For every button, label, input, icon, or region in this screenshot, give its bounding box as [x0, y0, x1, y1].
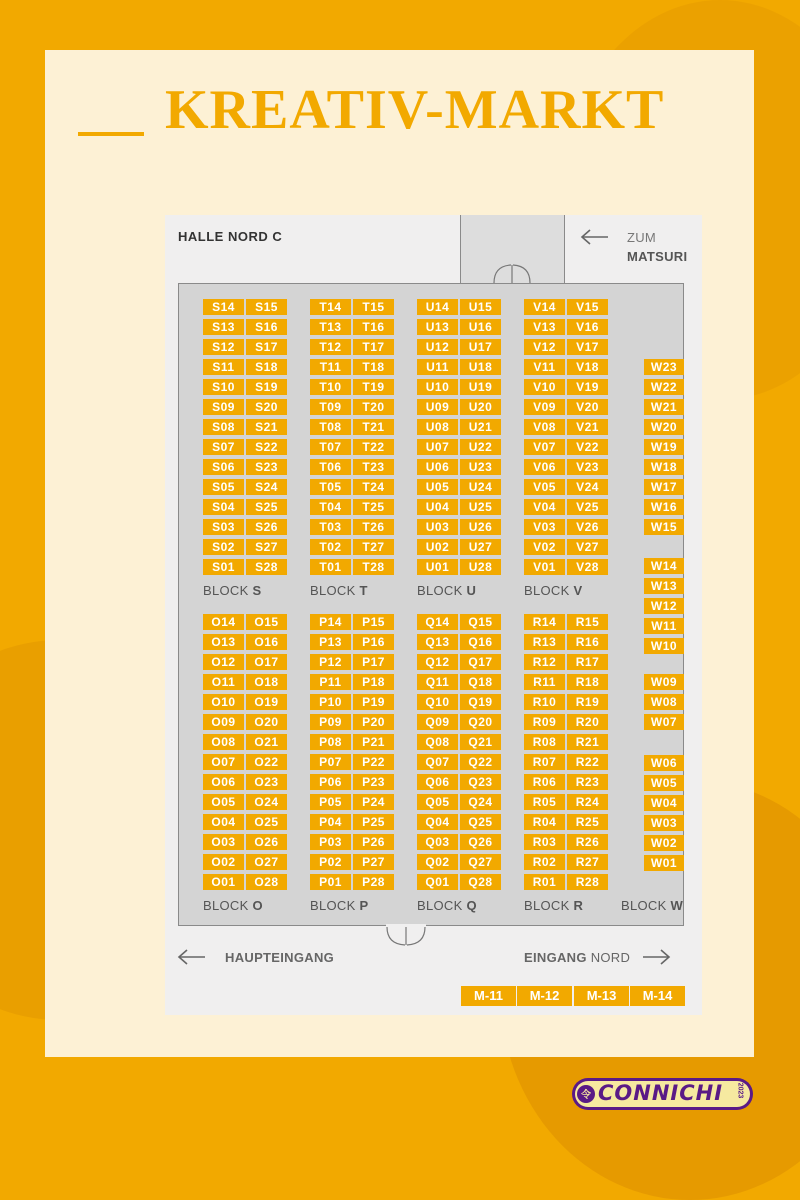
stall-u14[interactable]: U14 — [417, 299, 458, 315]
stall-s28[interactable]: S28 — [246, 559, 287, 575]
stall-w19[interactable]: W19 — [644, 439, 684, 455]
stall-t25[interactable]: T25 — [353, 499, 394, 515]
matsuri-label-line2: MATSURI — [627, 249, 688, 264]
stall-u19[interactable]: U19 — [460, 379, 501, 395]
stall-v22[interactable]: V22 — [567, 439, 608, 455]
stall-t16[interactable]: T16 — [353, 319, 394, 335]
stall-p07[interactable]: P07 — [310, 754, 351, 770]
stall-w07[interactable]: W07 — [644, 714, 684, 730]
stall-r14[interactable]: R14 — [524, 614, 565, 630]
stall-s14[interactable]: S14 — [203, 299, 244, 315]
stall-p16[interactable]: P16 — [353, 634, 394, 650]
stall-w15[interactable]: W15 — [644, 519, 684, 535]
stall-w02[interactable]: W02 — [644, 835, 684, 851]
block-label-w: BLOCK W — [621, 898, 684, 913]
stall-v05[interactable]: V05 — [524, 479, 565, 495]
stall-s23[interactable]: S23 — [246, 459, 287, 475]
stall-u06[interactable]: U06 — [417, 459, 458, 475]
stall-v06[interactable]: V06 — [524, 459, 565, 475]
stall-s04[interactable]: S04 — [203, 499, 244, 515]
stall-q28[interactable]: Q28 — [460, 874, 501, 890]
stall-v15[interactable]: V15 — [567, 299, 608, 315]
stall-p20[interactable]: P20 — [353, 714, 394, 730]
stall-s26[interactable]: S26 — [246, 519, 287, 535]
stall-q19[interactable]: Q19 — [460, 694, 501, 710]
stall-t28[interactable]: T28 — [353, 559, 394, 575]
stall-q18[interactable]: Q18 — [460, 674, 501, 690]
stall-s08[interactable]: S08 — [203, 419, 244, 435]
stall-q23[interactable]: Q23 — [460, 774, 501, 790]
block-label-v: BLOCK V — [524, 583, 583, 598]
block-label-o: BLOCK O — [203, 898, 263, 913]
stall-p15[interactable]: P15 — [353, 614, 394, 630]
stall-t27[interactable]: T27 — [353, 539, 394, 555]
arrow-right-icon — [641, 948, 671, 966]
north-entrance-label — [524, 950, 630, 965]
north-entrance-word-nord: NORD — [590, 950, 631, 965]
stall-s19[interactable]: S19 — [246, 379, 287, 395]
connichi-logo — [570, 1075, 755, 1113]
stall-w04[interactable]: W04 — [644, 795, 684, 811]
stall-p24[interactable]: P24 — [353, 794, 394, 810]
stall-w20[interactable]: W20 — [644, 419, 684, 435]
stall-s10[interactable]: S10 — [203, 379, 244, 395]
stall-r11[interactable]: R11 — [524, 674, 565, 690]
stall-q12[interactable]: Q12 — [417, 654, 458, 670]
stall-v02[interactable]: V02 — [524, 539, 565, 555]
stall-s09[interactable]: S09 — [203, 399, 244, 415]
stall-u01[interactable]: U01 — [417, 559, 458, 575]
stall-p08[interactable]: P08 — [310, 734, 351, 750]
stall-p17[interactable]: P17 — [353, 654, 394, 670]
stall-o21[interactable]: O21 — [246, 734, 287, 750]
stall-o16[interactable]: O16 — [246, 634, 287, 650]
double-door-icon — [491, 262, 533, 284]
stall-u02[interactable]: U02 — [417, 539, 458, 555]
logo-year: 2023 — [736, 1082, 744, 1099]
stall-o26[interactable]: O26 — [246, 834, 287, 850]
stall-q22[interactable]: Q22 — [460, 754, 501, 770]
stall-p09[interactable]: P09 — [310, 714, 351, 730]
stall-t22[interactable]: T22 — [353, 439, 394, 455]
stall-o13[interactable]: O13 — [203, 634, 244, 650]
stall-u17[interactable]: U17 — [460, 339, 501, 355]
stall-r17[interactable]: R17 — [567, 654, 608, 670]
stall-t03[interactable]: T03 — [310, 519, 351, 535]
stall-q17[interactable]: Q17 — [460, 654, 501, 670]
stall-u13[interactable]: U13 — [417, 319, 458, 335]
block-label-s: BLOCK S — [203, 583, 262, 598]
stall-s18[interactable]: S18 — [246, 359, 287, 375]
stall-p27[interactable]: P27 — [353, 854, 394, 870]
stall-o11[interactable]: O11 — [203, 674, 244, 690]
stall-w05[interactable]: W05 — [644, 775, 684, 791]
block-label-t: BLOCK T — [310, 583, 368, 598]
stall-u16[interactable]: U16 — [460, 319, 501, 335]
stall-r20[interactable]: R20 — [567, 714, 608, 730]
stall-u22[interactable]: U22 — [460, 439, 501, 455]
stall-o04[interactable]: O04 — [203, 814, 244, 830]
stall-u08[interactable]: U08 — [417, 419, 458, 435]
stall-v03[interactable]: V03 — [524, 519, 565, 535]
stall-t23[interactable]: T23 — [353, 459, 394, 475]
stall-v24[interactable]: V24 — [567, 479, 608, 495]
block-label-p: BLOCK P — [310, 898, 369, 913]
stall-s07[interactable]: S07 — [203, 439, 244, 455]
stall-r10[interactable]: R10 — [524, 694, 565, 710]
m-stall[interactable]: M-14 — [630, 986, 685, 1006]
stall-q13[interactable]: Q13 — [417, 634, 458, 650]
stall-u12[interactable]: U12 — [417, 339, 458, 355]
stall-p01[interactable]: P01 — [310, 874, 351, 890]
stall-t17[interactable]: T17 — [353, 339, 394, 355]
m-stall[interactable]: M-12 — [517, 986, 572, 1006]
stall-o27[interactable]: O27 — [246, 854, 287, 870]
stall-u07[interactable]: U07 — [417, 439, 458, 455]
stall-p28[interactable]: P28 — [353, 874, 394, 890]
stall-t26[interactable]: T26 — [353, 519, 394, 535]
stall-p22[interactable]: P22 — [353, 754, 394, 770]
stall-r13[interactable]: R13 — [524, 634, 565, 650]
stall-v01[interactable]: V01 — [524, 559, 565, 575]
stall-q14[interactable]: Q14 — [417, 614, 458, 630]
stall-q03[interactable]: Q03 — [417, 834, 458, 850]
stall-r07[interactable]: R07 — [524, 754, 565, 770]
stall-w17[interactable]: W17 — [644, 479, 684, 495]
stall-v07[interactable]: V07 — [524, 439, 565, 455]
stall-w03[interactable]: W03 — [644, 815, 684, 831]
stall-v08[interactable]: V08 — [524, 419, 565, 435]
stall-v26[interactable]: V26 — [567, 519, 608, 535]
logo-small-glyph: 令 — [581, 1090, 591, 1101]
stall-q06[interactable]: Q06 — [417, 774, 458, 790]
stall-o09[interactable]: O09 — [203, 714, 244, 730]
stall-v20[interactable]: V20 — [567, 399, 608, 415]
stall-v04[interactable]: V04 — [524, 499, 565, 515]
stall-q10[interactable]: Q10 — [417, 694, 458, 710]
stall-o06[interactable]: O06 — [203, 774, 244, 790]
stall-t06[interactable]: T06 — [310, 459, 351, 475]
stall-t20[interactable]: T20 — [353, 399, 394, 415]
stall-p14[interactable]: P14 — [310, 614, 351, 630]
stall-p11[interactable]: P11 — [310, 674, 351, 690]
logo-wordmark: CONNICHI — [598, 1081, 724, 1105]
stall-t08[interactable]: T08 — [310, 419, 351, 435]
stall-o01[interactable]: O01 — [203, 874, 244, 890]
stall-w18[interactable]: W18 — [644, 459, 684, 475]
stall-w21[interactable]: W21 — [644, 399, 684, 415]
stall-s12[interactable]: S12 — [203, 339, 244, 355]
stall-o05[interactable]: O05 — [203, 794, 244, 810]
stall-w23[interactable]: W23 — [644, 359, 684, 375]
stall-q09[interactable]: Q09 — [417, 714, 458, 730]
stall-r03[interactable]: R03 — [524, 834, 565, 850]
stall-v17[interactable]: V17 — [567, 339, 608, 355]
stall-t07[interactable]: T07 — [310, 439, 351, 455]
stall-u21[interactable]: U21 — [460, 419, 501, 435]
stall-r15[interactable]: R15 — [567, 614, 608, 630]
stall-w09[interactable]: W09 — [644, 674, 684, 690]
stall-v14[interactable]: V14 — [524, 299, 565, 315]
double-door-icon — [385, 926, 427, 946]
stall-r08[interactable]: R08 — [524, 734, 565, 750]
stall-u20[interactable]: U20 — [460, 399, 501, 415]
stall-o18[interactable]: O18 — [246, 674, 287, 690]
stall-o10[interactable]: O10 — [203, 694, 244, 710]
stall-w11[interactable]: W11 — [644, 618, 684, 634]
stall-p25[interactable]: P25 — [353, 814, 394, 830]
title-dash — [78, 132, 144, 136]
stall-w08[interactable]: W08 — [644, 694, 684, 710]
stall-p13[interactable]: P13 — [310, 634, 351, 650]
stall-s16[interactable]: S16 — [246, 319, 287, 335]
stall-p21[interactable]: P21 — [353, 734, 394, 750]
stall-t24[interactable]: T24 — [353, 479, 394, 495]
stall-u23[interactable]: U23 — [460, 459, 501, 475]
stall-v13[interactable]: V13 — [524, 319, 565, 335]
stall-q26[interactable]: Q26 — [460, 834, 501, 850]
stall-q20[interactable]: Q20 — [460, 714, 501, 730]
stall-p23[interactable]: P23 — [353, 774, 394, 790]
stall-s27[interactable]: S27 — [246, 539, 287, 555]
stall-t01[interactable]: T01 — [310, 559, 351, 575]
stall-q04[interactable]: Q04 — [417, 814, 458, 830]
stall-o19[interactable]: O19 — [246, 694, 287, 710]
stall-s11[interactable]: S11 — [203, 359, 244, 375]
stall-r19[interactable]: R19 — [567, 694, 608, 710]
stall-p19[interactable]: P19 — [353, 694, 394, 710]
stall-u11[interactable]: U11 — [417, 359, 458, 375]
block-label-u: BLOCK U — [417, 583, 477, 598]
stall-p03[interactable]: P03 — [310, 834, 351, 850]
stall-t04[interactable]: T04 — [310, 499, 351, 515]
arrow-left-icon — [177, 948, 207, 966]
page-title: KREATIV-MARKT — [165, 79, 665, 141]
stall-v16[interactable]: V16 — [567, 319, 608, 335]
stall-t18[interactable]: T18 — [353, 359, 394, 375]
stall-r28[interactable]: R28 — [567, 874, 608, 890]
stall-w06[interactable]: W06 — [644, 755, 684, 771]
arrow-left-icon — [580, 228, 610, 246]
stall-r04[interactable]: R04 — [524, 814, 565, 830]
stall-v19[interactable]: V19 — [567, 379, 608, 395]
stall-u26[interactable]: U26 — [460, 519, 501, 535]
stall-t05[interactable]: T05 — [310, 479, 351, 495]
stall-p18[interactable]: P18 — [353, 674, 394, 690]
block-label-q: BLOCK Q — [417, 898, 477, 913]
stall-o02[interactable]: O02 — [203, 854, 244, 870]
stall-u04[interactable]: U04 — [417, 499, 458, 515]
stall-s24[interactable]: S24 — [246, 479, 287, 495]
stall-q21[interactable]: Q21 — [460, 734, 501, 750]
stall-o14[interactable]: O14 — [203, 614, 244, 630]
stall-s02[interactable]: S02 — [203, 539, 244, 555]
stall-w16[interactable]: W16 — [644, 499, 684, 515]
stall-u18[interactable]: U18 — [460, 359, 501, 375]
stall-u15[interactable]: U15 — [460, 299, 501, 315]
north-entrance-word: EINGANG — [524, 950, 587, 965]
stall-r25[interactable]: R25 — [567, 814, 608, 830]
hall-label: HALLE NORD C — [178, 229, 283, 244]
stall-u24[interactable]: U24 — [460, 479, 501, 495]
stall-r18[interactable]: R18 — [567, 674, 608, 690]
stall-v09[interactable]: V09 — [524, 399, 565, 415]
stall-u03[interactable]: U03 — [417, 519, 458, 535]
stall-u28[interactable]: U28 — [460, 559, 501, 575]
stall-v23[interactable]: V23 — [567, 459, 608, 475]
stall-q25[interactable]: Q25 — [460, 814, 501, 830]
main-entrance-label: HAUPTEINGANG — [225, 950, 335, 965]
stall-r12[interactable]: R12 — [524, 654, 565, 670]
stall-s15[interactable]: S15 — [246, 299, 287, 315]
stall-r02[interactable]: R02 — [524, 854, 565, 870]
stall-w22[interactable]: W22 — [644, 379, 684, 395]
stall-o25[interactable]: O25 — [246, 814, 287, 830]
stall-r21[interactable]: R21 — [567, 734, 608, 750]
stall-v21[interactable]: V21 — [567, 419, 608, 435]
stall-o03[interactable]: O03 — [203, 834, 244, 850]
stall-s20[interactable]: S20 — [246, 399, 287, 415]
stall-v25[interactable]: V25 — [567, 499, 608, 515]
stall-v27[interactable]: V27 — [567, 539, 608, 555]
stall-q24[interactable]: Q24 — [460, 794, 501, 810]
stall-t15[interactable]: T15 — [353, 299, 394, 315]
stall-p12[interactable]: P12 — [310, 654, 351, 670]
stall-r16[interactable]: R16 — [567, 634, 608, 650]
stall-s21[interactable]: S21 — [246, 419, 287, 435]
stall-u25[interactable]: U25 — [460, 499, 501, 515]
stall-v18[interactable]: V18 — [567, 359, 608, 375]
stall-t11[interactable]: T11 — [310, 359, 351, 375]
stall-o07[interactable]: O07 — [203, 754, 244, 770]
stall-t09[interactable]: T09 — [310, 399, 351, 415]
stall-u27[interactable]: U27 — [460, 539, 501, 555]
stall-w10[interactable]: W10 — [644, 638, 684, 654]
block-label-r: BLOCK R — [524, 898, 584, 913]
stall-s05[interactable]: S05 — [203, 479, 244, 495]
matsuri-label-line1: ZUM — [627, 230, 657, 245]
stall-q08[interactable]: Q08 — [417, 734, 458, 750]
stall-s17[interactable]: S17 — [246, 339, 287, 355]
stall-r24[interactable]: R24 — [567, 794, 608, 810]
stall-p10[interactable]: P10 — [310, 694, 351, 710]
stall-p04[interactable]: P04 — [310, 814, 351, 830]
stall-s25[interactable]: S25 — [246, 499, 287, 515]
stall-q27[interactable]: Q27 — [460, 854, 501, 870]
stall-t10[interactable]: T10 — [310, 379, 351, 395]
stall-o22[interactable]: O22 — [246, 754, 287, 770]
stall-p02[interactable]: P02 — [310, 854, 351, 870]
stall-q05[interactable]: Q05 — [417, 794, 458, 810]
stall-o08[interactable]: O08 — [203, 734, 244, 750]
stall-o15[interactable]: O15 — [246, 614, 287, 630]
stall-q01[interactable]: Q01 — [417, 874, 458, 890]
stall-r27[interactable]: R27 — [567, 854, 608, 870]
stall-r22[interactable]: R22 — [567, 754, 608, 770]
stall-u05[interactable]: U05 — [417, 479, 458, 495]
stall-o12[interactable]: O12 — [203, 654, 244, 670]
stall-w12[interactable]: W12 — [644, 598, 684, 614]
stall-t14[interactable]: T14 — [310, 299, 351, 315]
stall-r01[interactable]: R01 — [524, 874, 565, 890]
stall-p06[interactable]: P06 — [310, 774, 351, 790]
stall-q16[interactable]: Q16 — [460, 634, 501, 650]
stall-q07[interactable]: Q07 — [417, 754, 458, 770]
stall-o20[interactable]: O20 — [246, 714, 287, 730]
stall-r05[interactable]: R05 — [524, 794, 565, 810]
stall-t21[interactable]: T21 — [353, 419, 394, 435]
stall-o28[interactable]: O28 — [246, 874, 287, 890]
stall-r06[interactable]: R06 — [524, 774, 565, 790]
stall-s01[interactable]: S01 — [203, 559, 244, 575]
m-stall[interactable]: M-13 — [574, 986, 629, 1006]
stall-t12[interactable]: T12 — [310, 339, 351, 355]
stall-q02[interactable]: Q02 — [417, 854, 458, 870]
stall-v10[interactable]: V10 — [524, 379, 565, 395]
stall-t02[interactable]: T02 — [310, 539, 351, 555]
stall-v28[interactable]: V28 — [567, 559, 608, 575]
stall-o24[interactable]: O24 — [246, 794, 287, 810]
stall-r26[interactable]: R26 — [567, 834, 608, 850]
stall-t13[interactable]: T13 — [310, 319, 351, 335]
stall-u10[interactable]: U10 — [417, 379, 458, 395]
stall-s06[interactable]: S06 — [203, 459, 244, 475]
stall-t19[interactable]: T19 — [353, 379, 394, 395]
stall-p26[interactable]: P26 — [353, 834, 394, 850]
stall-v12[interactable]: V12 — [524, 339, 565, 355]
stall-s22[interactable]: S22 — [246, 439, 287, 455]
stall-w14[interactable]: W14 — [644, 558, 684, 574]
stall-q15[interactable]: Q15 — [460, 614, 501, 630]
stall-s03[interactable]: S03 — [203, 519, 244, 535]
stall-s13[interactable]: S13 — [203, 319, 244, 335]
stall-u09[interactable]: U09 — [417, 399, 458, 415]
stall-o17[interactable]: O17 — [246, 654, 287, 670]
stall-r09[interactable]: R09 — [524, 714, 565, 730]
m-stall[interactable]: M-11 — [461, 986, 516, 1006]
stall-w13[interactable]: W13 — [644, 578, 684, 594]
stall-o23[interactable]: O23 — [246, 774, 287, 790]
stall-q11[interactable]: Q11 — [417, 674, 458, 690]
stall-v11[interactable]: V11 — [524, 359, 565, 375]
stall-r23[interactable]: R23 — [567, 774, 608, 790]
stall-p05[interactable]: P05 — [310, 794, 351, 810]
stall-w01[interactable]: W01 — [644, 855, 684, 871]
